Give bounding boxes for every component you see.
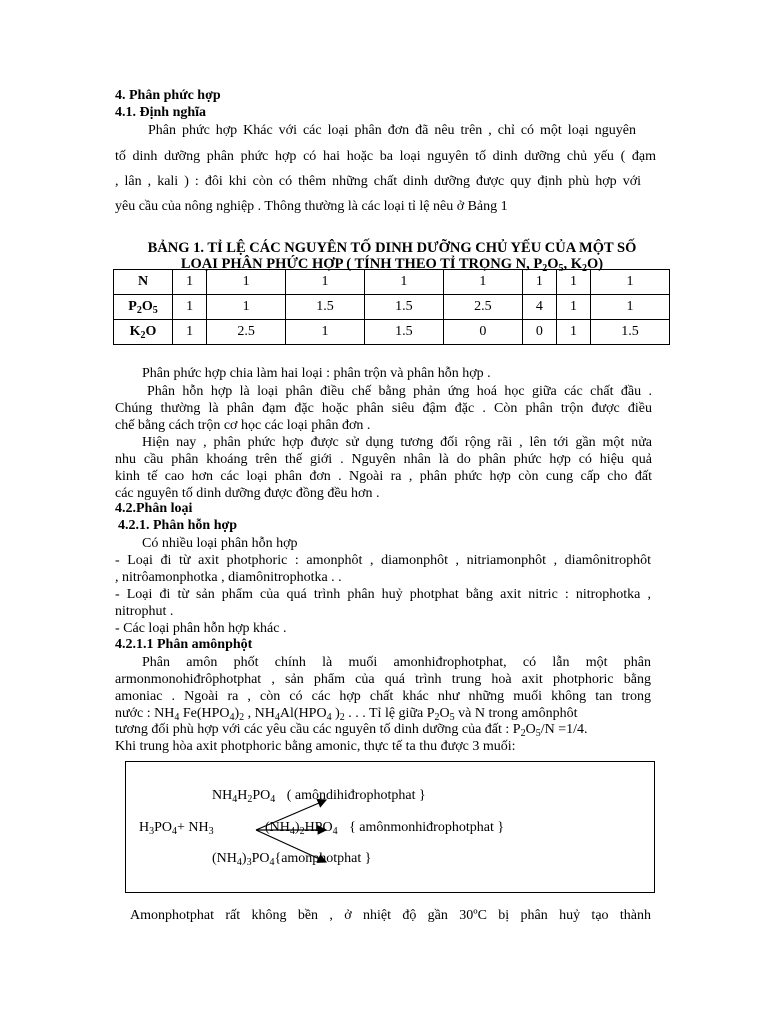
table-cell: 1: [286, 270, 365, 295]
definition-line-3: , lân , kali ) : đôi khi còn có thêm những chất dinh dưỡng được quy định phù hợp với: [115, 174, 641, 189]
table-cell: 1: [364, 270, 443, 295]
paragraph-usage-line-2: nhu cầu phân khoáng trên thế giới . Nguyên nhân là do phân phức hợp có hiệu quả: [115, 452, 652, 467]
table-cell: 2.5: [443, 295, 522, 320]
heading-4-2-1: 4.2.1. Phân hỗn hợp: [118, 518, 238, 533]
table-cell: 1: [556, 320, 590, 345]
table-cell: 1: [207, 295, 286, 320]
row-header-k2o: $K_2O$: [114, 320, 173, 345]
heading-4-2: 4.2.Phân loại: [115, 501, 193, 516]
heading-4-2-1-1: 4.2.1.1 Phân amônphột: [115, 637, 253, 652]
mixed-list-item-1-cont: , nitrôamonphotka , diamônitrophotka . .: [115, 570, 342, 585]
table-cell: 1: [173, 270, 207, 295]
heading-4-1: 4.1. Định nghĩa: [115, 105, 207, 120]
definition-line-1: Phân phức hợp Khác với các loại phân đơn đã nêu trên , chỉ có một loại nguyên: [148, 123, 636, 138]
table-cell: 1: [173, 295, 207, 320]
table-cell: 2.5: [207, 320, 286, 345]
table-cell: 1: [556, 270, 590, 295]
table-cell: 1.5: [591, 320, 670, 345]
product-3-name: {amonphotphat }: [274, 851, 372, 866]
table-caption-line-2: LOẠI PHÂN PHỨC HỢP ( TÍNH THEO TỈ TRỌNG N, $P_2O_5$, $K_2O$): [180, 256, 604, 274]
amonphot-line-4: nước : $NH_4$ $Fe(HPO_4)_2$ , $NH_4Al(HPO_4$ )$_2$ . . . Tỉ lệ giữa $P_2O_5$ và N trong amônphôt: [115, 706, 578, 723]
table-cell: 1: [443, 270, 522, 295]
product-3-formula: $(NH_4)_3PO_4\{amonphotphat$ }: [212, 851, 372, 868]
table-cell: 1: [173, 320, 207, 345]
amonphot-line-1: Phân amôn phốt chính là muối amonhiđrophotphat, có lẫn một phân: [142, 655, 651, 670]
table-cell: 1: [591, 270, 670, 295]
row-header-n: N: [114, 270, 173, 295]
reaction-arrows: [126, 762, 654, 892]
mixed-list-item-3: - Các loại phân hỗn hợp khác .: [115, 621, 287, 636]
table-cell: 1: [591, 295, 670, 320]
mixed-list-item-2: - Loại đi từ sản phẩm của quá trình phân huỷ photphat bằng axit nitric : nitrophotka ,: [115, 587, 651, 602]
table-cell: 1: [522, 270, 556, 295]
paragraph-mixed-line-3: chế bằng cách trộn cơ học các loại phân đơn .: [115, 418, 371, 433]
table-caption-line-1: BẢNG 1. TỈ LỆ CÁC NGUYÊN TỐ DINH DƯỠNG CHỦ YẾU CỦA MỘT SỐ: [147, 240, 637, 256]
product-2-formula: $(NH_4)_2HPO_4$ { amônmonhiđrophotphat }: [265, 820, 505, 837]
definition-line-4: yêu cầu của nông nghiệp . Thông thường là các loại tỉ lệ nêu ở Bảng 1: [115, 199, 508, 214]
paragraph-mixed-line-2: Chúng thường là phân đạm đặc hoặc phân siêu đậm đặc . Còn phân trộn được điều: [115, 401, 652, 416]
final-paragraph-line: Amonphotphat rất không bền , ở nhiệt độ gần 30ºC bị phân huỷ tạo thành: [130, 908, 651, 923]
paragraph-usage-line-3: kinh tế cao hơn các loại phân đơn . Ngoài ra , phân phức hợp còn cung cấp cho đất: [115, 469, 652, 484]
amonphot-line-3: amoniac . Ngoài ra , còn có các hợp chất khác như những muối không tan trong: [115, 689, 651, 704]
paragraph-usage-line-4: các nguyên tố dinh dưỡng được đồng đều hơn .: [115, 486, 380, 501]
table-cell: 0: [443, 320, 522, 345]
table-cell: 1: [207, 270, 286, 295]
table-cell: 1.5: [364, 295, 443, 320]
table-row-p2o5: [114, 295, 670, 320]
arrow-to-product-3: [256, 830, 326, 862]
product-2-name: { amônmonhiđrophotphat }: [349, 820, 505, 835]
table-cell: 1.5: [286, 295, 365, 320]
paragraph-two-types: Phân phức hợp chia làm hai loại : phân trộn và phân hỗn hợp .: [142, 366, 491, 381]
paragraph-mixed-line-1: Phân hỗn hợp là loại phân điều chế bằng phản ứng hoá học giữa các chất đầu .: [147, 384, 652, 399]
paragraph-usage-line-1: Hiện nay , phân phức hợp được sử dụng tương đối rộng rãi , lên tới gần một nửa: [142, 435, 652, 450]
reaction-diagram-box: [125, 761, 655, 893]
reactants: $H_3PO_4+ NH_3$: [139, 820, 214, 837]
mixed-list-item-2-cont: nitrophut .: [115, 604, 174, 619]
table-cell: 4: [522, 295, 556, 320]
table-cell: 1: [286, 320, 365, 345]
row-header-p2o5: $P_2O_5$: [114, 295, 173, 320]
table-row-k2o: [114, 320, 670, 345]
product-1-formula: $NH_4H_2PO_4$ ( amôndihiđrophotphat }: [212, 788, 426, 805]
amonphot-line-2: armonmonohiđrôphotphat , sản phẩm của quá trình trung hoà axit photphoric bằng: [115, 672, 651, 687]
table-row-n: [114, 270, 670, 295]
table-cell: 0: [522, 320, 556, 345]
nutrient-ratio-table: [113, 269, 670, 345]
product-1-name: ( amôndihiđrophotphat }: [286, 788, 426, 803]
mixed-list-intro: Có nhiều loại phân hỗn hợp: [142, 536, 298, 551]
heading-section-4: 4. Phân phức hợp: [115, 88, 221, 103]
table-cell: 1: [556, 295, 590, 320]
amonphot-line-6: Khi trung hòa axit photphoric bằng amonic, thực tế ta thu được 3 muối:: [115, 739, 516, 754]
mixed-list-item-1: - Loại đi từ axit photphoric : amonphôt , diamonphôt , nitriamonphôt , diamônitrophôt: [115, 553, 651, 568]
arrow-to-product-1: [256, 800, 326, 830]
amonphot-line-5: tương đối phù hợp với các yêu cầu các nguyên tố dinh dưỡng của đất : $P_2O_5/N =1/4$.: [115, 722, 588, 739]
table-cell: 1.5: [364, 320, 443, 345]
definition-line-2: tố dinh dưỡng phân phức hợp có hai hoặc ba loại nguyên tố dinh dưỡng chủ yếu ( đạm: [115, 149, 656, 164]
